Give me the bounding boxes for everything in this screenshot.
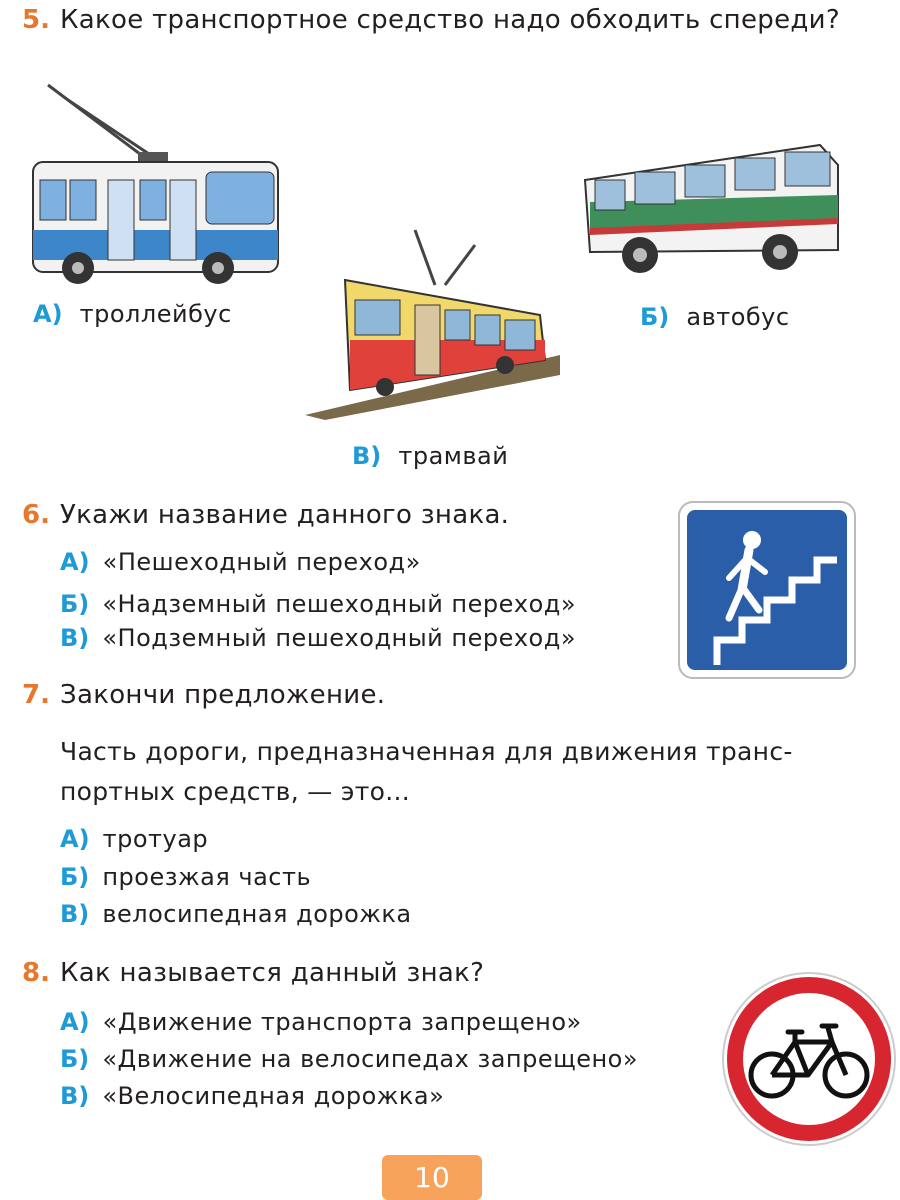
question-5-number: 5. <box>22 5 50 35</box>
q8-option-v-text: «Велосипедная дорожка» <box>102 1082 445 1110</box>
q8-option-b-text: «Движение на велосипедах запрещено» <box>102 1045 639 1073</box>
question-6-text: Укажи название данного знака. <box>60 500 510 530</box>
q8-option-v-letter: В) <box>60 1082 90 1110</box>
question-7-text: Закончи предложение. <box>60 680 386 710</box>
no-bicycles-sign-icon <box>720 970 898 1148</box>
q6-option-v-letter: В) <box>60 624 90 652</box>
q5-option-a-letter: А) <box>33 300 63 328</box>
q7-sentence-line1: Часть дороги, предназначенная для движения транс- <box>60 737 793 766</box>
q6-option-a-text: «Пешеходный переход» <box>102 548 421 576</box>
q8-option-a-text: «Движение транспорта запрещено» <box>102 1008 582 1036</box>
q6-option-b-letter: Б) <box>60 590 90 618</box>
question-5-text: Какое транспортное средство надо обходить спереди? <box>60 5 840 35</box>
q6-option-a-letter: А) <box>60 548 90 576</box>
q7-option-a-text: тротуар <box>102 825 209 853</box>
q7-option-b-letter: Б) <box>60 863 90 891</box>
q7-option-a-letter: А) <box>60 825 90 853</box>
q7-option-v-text: велосипедная дорожка <box>102 900 412 928</box>
bus-icon <box>580 140 845 285</box>
q8-option-a-letter: А) <box>60 1008 90 1036</box>
question-6-number: 6. <box>22 500 50 530</box>
underground-pedestrian-crossing-sign-icon <box>677 500 857 680</box>
q6-option-v-text: «Подземный пешеходный переход» <box>102 624 577 652</box>
q5-option-b-text: автобус <box>686 303 790 331</box>
q5-option-v-letter: В) <box>352 442 382 470</box>
question-7-number: 7. <box>22 680 50 710</box>
q5-option-a-text: троллейбус <box>79 300 232 328</box>
q7-sentence-line2: портных средств, — это... <box>60 777 410 806</box>
question-8-text: Как называется данный знак? <box>60 958 485 988</box>
q5-option-v-text: трамвай <box>398 442 509 470</box>
trolleybus-icon <box>28 80 283 280</box>
q6-option-b-text: «Надземный пешеходный переход» <box>102 590 577 618</box>
q7-option-b-text: проезжая часть <box>102 863 312 891</box>
q8-option-b-letter: Б) <box>60 1045 90 1073</box>
question-8-number: 8. <box>22 958 50 988</box>
q5-option-b-letter: Б) <box>640 303 670 331</box>
tram-icon <box>305 225 560 420</box>
q7-option-v-letter: В) <box>60 900 90 928</box>
page-number-badge: 10 <box>382 1155 482 1200</box>
